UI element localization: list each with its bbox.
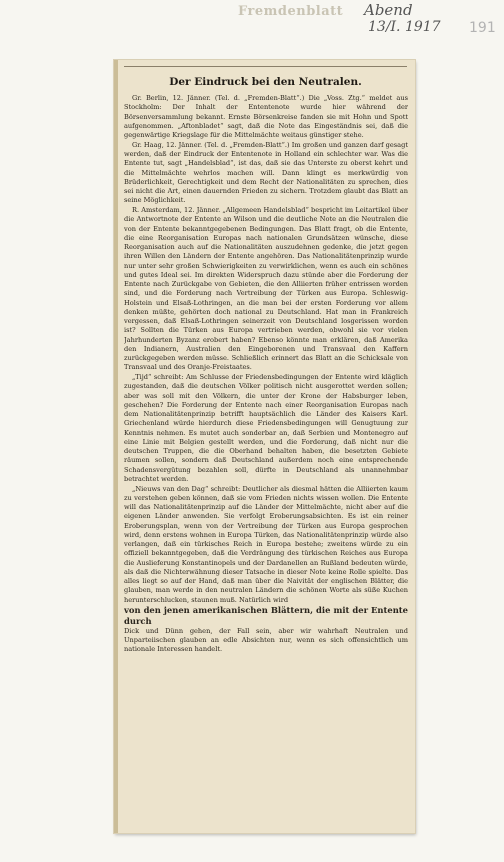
paragraph-tijd: „Tijd“ schreibt: Am Schlusse der Friedensbedingungen der Entente wird kläglich zugestanden, daß die deutschen Völker politisch nicht ausgerottet werden sollen; aber was soll mit den Völkern, die unter der Krone der Habsburger leben, geschehen? Die Forderung der Entente nach einer Reorganisation Europas nach dem Nationalitätenprinzip betrifft hauptsächlich die Länder des Kaisers Karl. Griechenland würde hierdurch diese Friedensbedingungen will Genugtuung zur Kenntnis nehmen. Es mutet auch sonderbar an, daß Serbien und Montenegro auf eine Linie mit Belgien gestellt werden, und die Forderung, daß nicht nur die deutschen Truppen, die die Oberhand behalten haben, die besetzten Gebiete räumen sollen, sondern daß Deutschland außerdem noch eine entsprechende Schadensvergütung bezahlen soll, dürfte in Deutschland als unannehmbar betrachtet werden. xyxy=(124,373,408,483)
paragraph-amsterdam: R. Amsterdam, 12. Jänner. „Allgemeen Handelsblad“ bespricht im Leitartikel über die Antwortnote der Entente an Wilson und die deutliche Note an die Neutralen die von der Entente bekanntgegebenen Bedingungen. Das Blatt fragt, ob die Entente, die eine Reorganisation Europas nach nationalen Grundsätzen wünsche, diese Reorganisation auch auf die Nationalitäten auszudehnen gedenke, die jetzt gegen ihren Willen den Ländern der Entente angehören. Das Nationalitätenprinzip wurde nur unter sehr großen Schwierigkeiten zu verwirklichen, wenn es auch ein schönes und gutes Ideal sei. Im direkten Widerspruch dazu stünde aber die Forderung der Entente nach Zurückgabe von Gebieten, die den Alliierten früher entrissen worden sind, und die Forderung nach Vertreibung der Türken aus Europa. Schleswig-Holstein und Elsaß-Lothringen, an die man bei der ersten Forderung vor allem denken müßte, gehörten doch national zu Deutschland. Hat man in Frankreich vergessen, daß Elsaß-Lothringen seinerzeit von Deutschland losgerissen worden ist? Sollten die Türken aus Europa vertrieben werden, obwohl sie vor vielen Jahrhunderten Byzanz erobert haben? Ebenso könnte man erklären, daß Amerika den Indianern, Australien den Eingeborenen und Transvaal den Kaffern zurückgegeben werden müsse. Schließlich erinnert das Blatt an die Schicksale von Transvaal und des Oranje-Freistaates. xyxy=(124,206,408,372)
top-rule xyxy=(124,66,407,67)
handwritten-date: 13/I. 1917 xyxy=(368,19,441,35)
paragraph-haag: Gr. Haag, 12. Jänner. (Tel. d. „Fremden-Blatt“.) Im großen und ganzen darf gesagt werden, daß der Eindruck der Ententenote in Holland ein schlechter war. Was die Entente tut, sagt „Handelsblad“, ist das, daß sie das Unterste zu oberst kehrt und die Mittelmächte wehrlos machen will. Dann klingt es merkwürdig von Brüderlichkeit, Gerechtigkeit und dem Recht der Nationalitäten zu sprechen, dies sei nicht die Art, einen dauernden Frieden zu sichern. Trotzdem glaubt das Blatt an seine Möglichkeit. xyxy=(124,140,408,205)
article-title: Der Eindruck bei den Neutralen. xyxy=(169,76,362,88)
paragraph-berlin: Gr. Berlin, 12. Jänner. (Tel. d. „Fremden-Blatt“.) Die „Voss. Ztg.“ meldet aus Stockholm: Der Inhalt der Ententenote wurde hier während der Börsenversammlung bekannt. Ernste Börsenkreise fanden sie mit Hohn und Spott aufgenommen. „Aftonbladet“ sagt, daß die Note das Eingeständnis sei, daß die gegenwärtige Kriegslage für die Mittelmächte weitaus günstiger stehe. xyxy=(124,94,408,139)
handwritten-annotation xyxy=(364,2,464,36)
paragraph-nieuws: „Nieuws van den Dag“ schreibt: Deutlicher als diesmal hätten die Alliierten kaum zu verstehen geben können, daß sie vom Frieden nichts wissen wollen. Die Entente will das Nationalitätenprinzip auf die Länder der Mittelmächte, nicht aber auf die eigenen Länder anwenden. Sie verfolgt Eroberungsabsichten. Es ist ein reiner Eroberungsplan, wenn von der Vertreibung der Türken aus Europa gesprochen wird, denn erstens wohnen in Europa Türken, das Nationalitätenprinzip würde also verlangen, daß ein türkisches Reich in Europa bestehe; zweitens würde zu ein offiziell bekanntgegeben, daß die Verdrängung des türkischen Reiches aus Europa die Auslieferung Konstantinopels und der Dardanellen an Rußland bedeuten würde, als daß die Nichterwähnung dieser Tatsache in dieser Note keine Rolle spielte. Das alles liegt so auf der Hand, daß man über die Naivität der englischen Blätter, die glauben, man werde in den neutralen Ländern die schönen Worte als süße Kuchen herunterschlucken, staunen muß. Natürlich wird xyxy=(124,484,408,604)
article-body xyxy=(124,94,408,825)
paragraph-closing: Dick und Dünn gehen, der Fall sein, aber wir wahrhaft Neutralen und Unparteiischen glauben an edle Absichten nur, wenn es sich offensichtlich um nationale Interessen handelt. xyxy=(124,626,408,654)
newspaper-clipping xyxy=(114,60,415,833)
page-number: 191 xyxy=(469,20,496,36)
newspaper-stamp: Fremdenblatt xyxy=(238,4,344,19)
bold-line: von den jenen amerikanischen Blättern, die mit der Entente durch xyxy=(124,604,408,626)
handwritten-name: Abend xyxy=(364,1,413,19)
